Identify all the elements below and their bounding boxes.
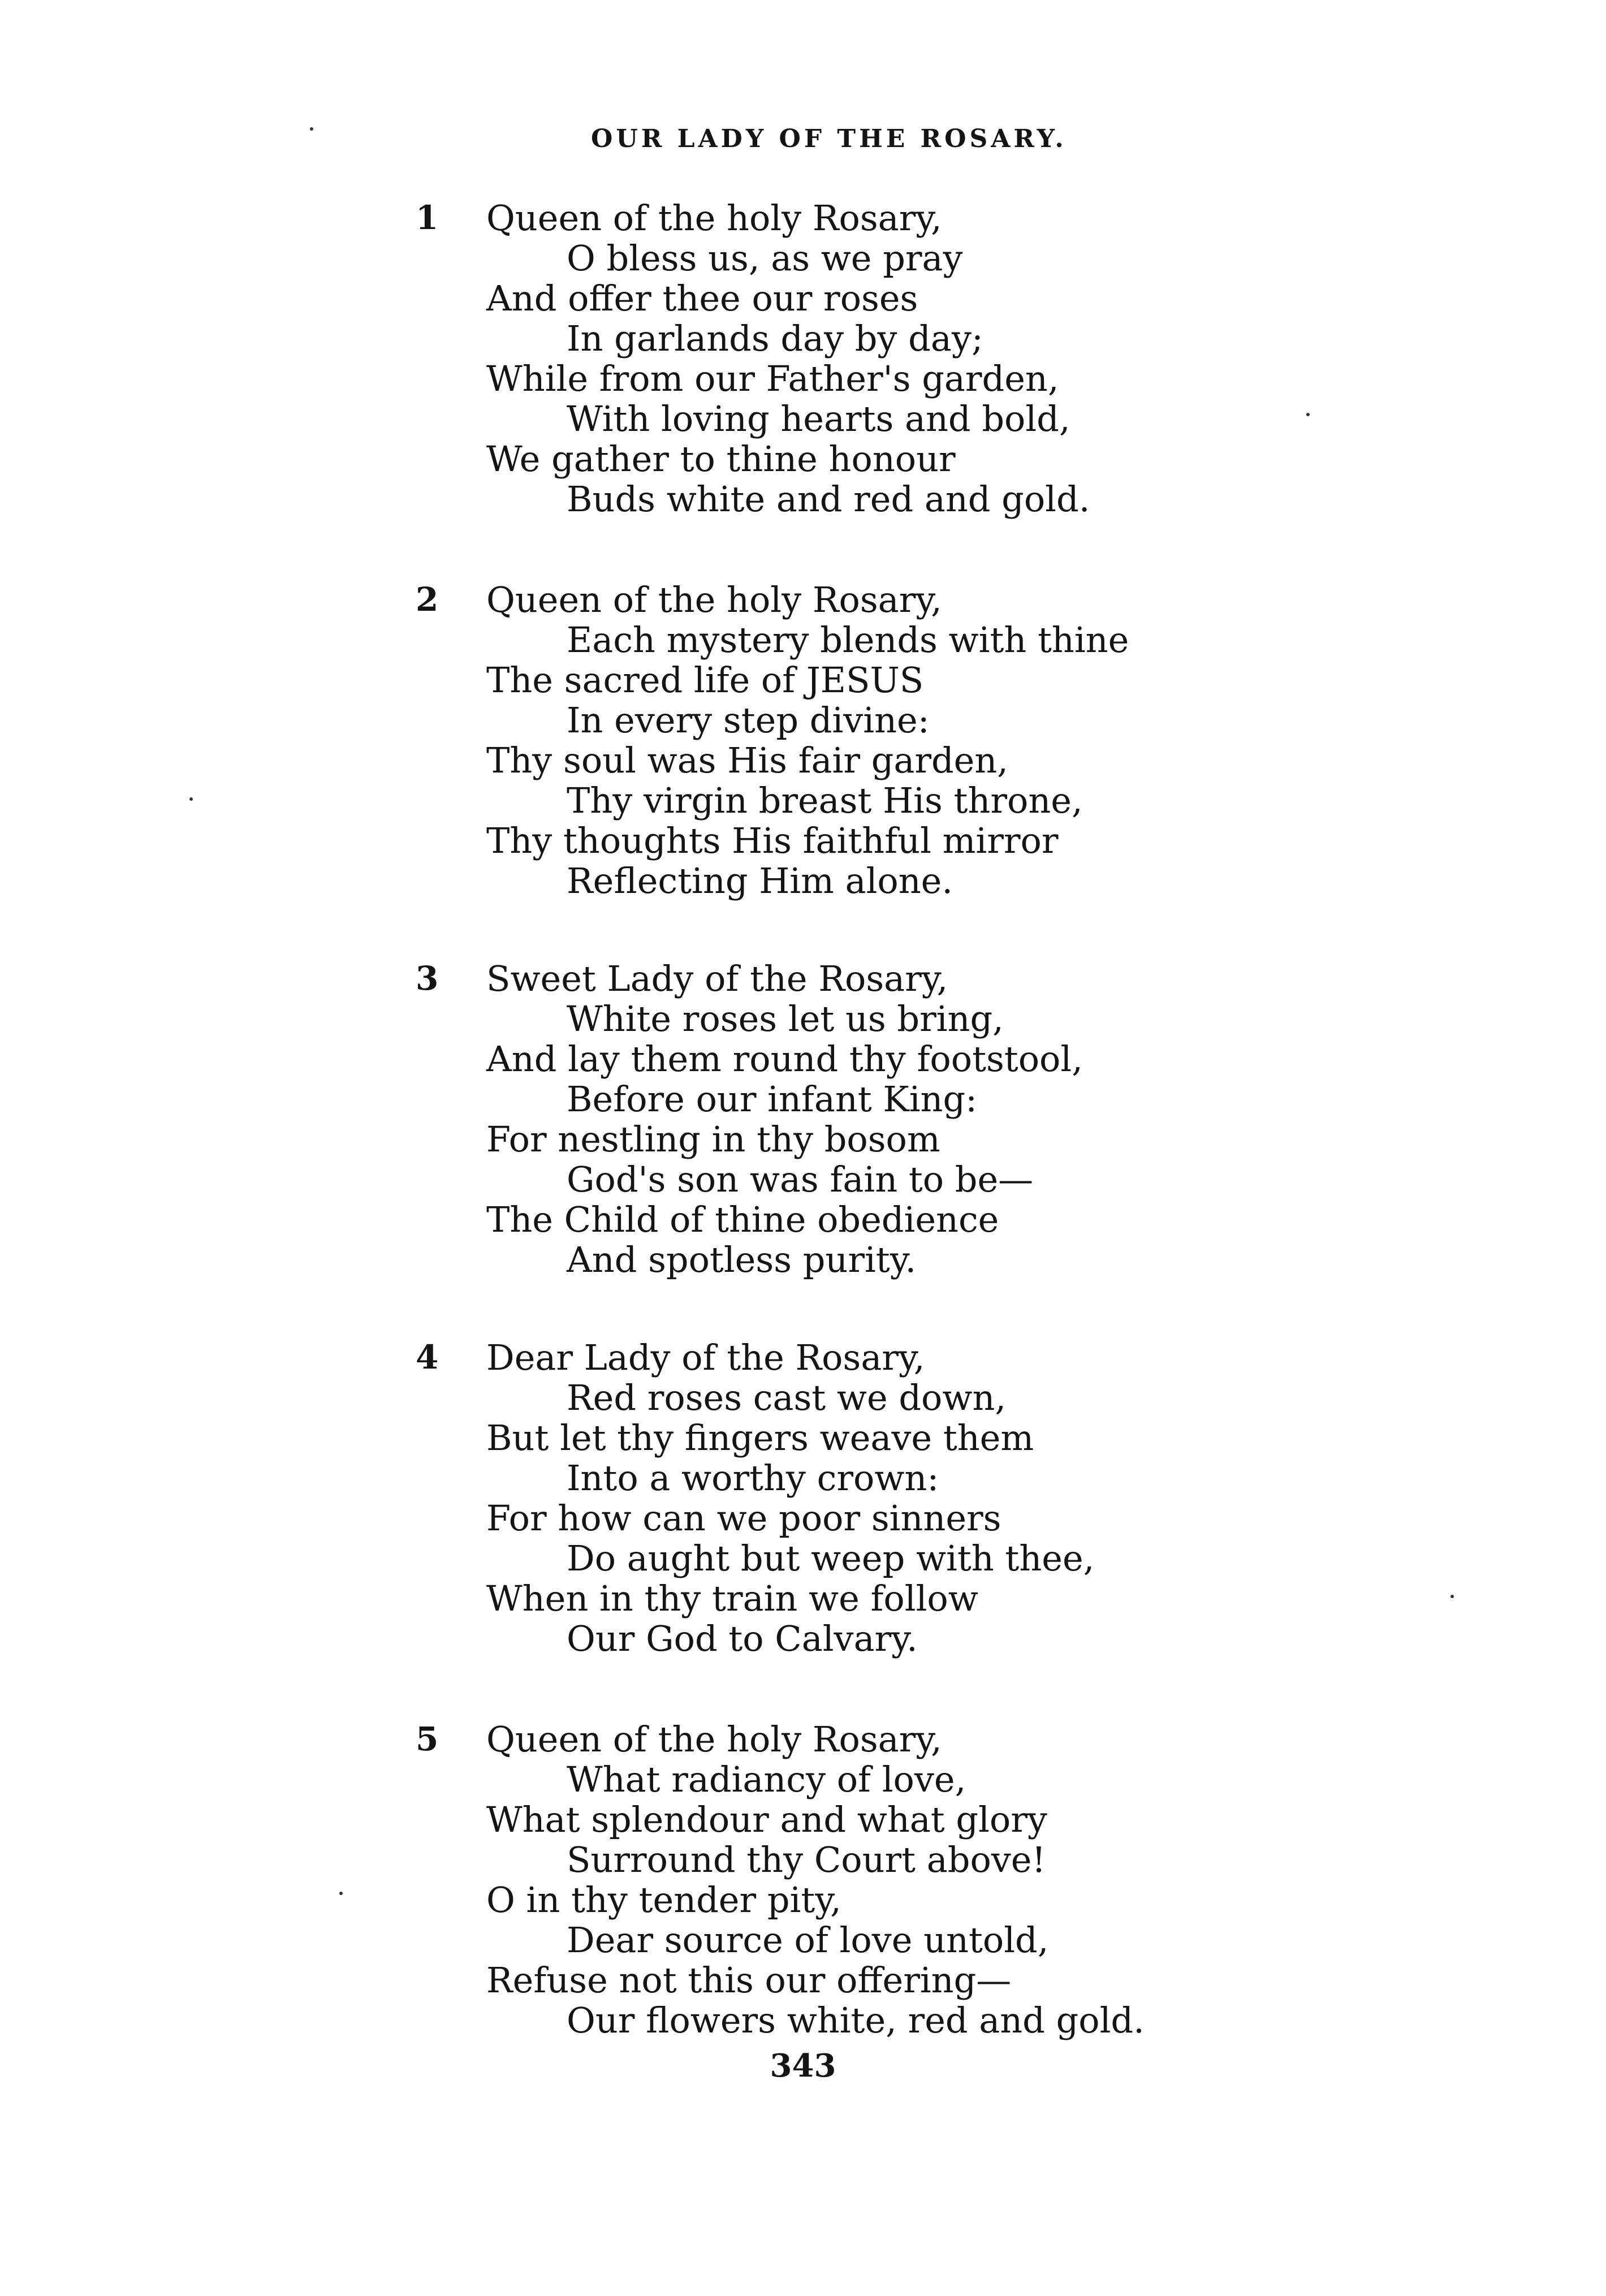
verse-line: For nestling in thy bosom — [486, 1119, 940, 1160]
verse-line: And lay them round thy footstool, — [486, 1038, 1083, 1080]
verse-lines — [486, 959, 1083, 1280]
verse-line: O bless us, as we pray — [567, 238, 963, 279]
scan-speck — [1450, 1595, 1454, 1598]
verse-line: Queen of the holy Rosary, — [486, 579, 942, 620]
verse-line: Queen of the holy Rosary, — [486, 197, 942, 239]
verse-line: And spotless purity. — [567, 1239, 917, 1280]
verse-line: For how can we poor sinners — [486, 1497, 1001, 1539]
verse-line: Thy thoughts His faithful mirror — [486, 820, 1059, 861]
verse-line: What splendour and what glory — [486, 1799, 1047, 1840]
verse-line: Our God to Calvary. — [567, 1618, 918, 1659]
verse-lines — [486, 580, 1129, 901]
verse-line: We gather to thine honour — [486, 438, 956, 480]
verse-line: Dear source of love untold, — [567, 1919, 1049, 1961]
verse-line: Buds white and red and gold. — [567, 478, 1090, 520]
verse-line: Surround thy Court above! — [567, 1839, 1046, 1880]
verse-line: God's son was fain to be— — [567, 1159, 1034, 1200]
verse-line: O in thy tender pity, — [486, 1879, 841, 1920]
scan-speck — [339, 1892, 343, 1895]
verse-line: With loving hearts and bold, — [567, 398, 1070, 439]
verse-line: The sacred life of JESUS — [486, 659, 924, 701]
verse-line: Our flowers white, red and gold. — [567, 2000, 1145, 2041]
verse-line: But let thy fingers weave them — [486, 1417, 1034, 1458]
verse-number: 3 — [416, 959, 439, 998]
verse-line: Reflecting Him alone. — [567, 860, 953, 901]
scan-speck — [1306, 413, 1310, 416]
verse-line: Do aught but weep with thee, — [567, 1538, 1095, 1579]
verse-line: What radiancy of love, — [567, 1759, 966, 1800]
verse-line: While from our Father's garden, — [486, 358, 1059, 399]
verse-line: And offer thee our roses — [486, 278, 918, 319]
verse-line: Dear Lady of the Rosary, — [486, 1337, 925, 1378]
verse-lines — [486, 1719, 1145, 2040]
verse-line: Refuse not this our offering— — [486, 1960, 1012, 2001]
verse-line: Sweet Lady of the Rosary, — [486, 958, 948, 999]
verse-number: 4 — [416, 1338, 439, 1376]
scan-speck — [310, 127, 313, 131]
verse-line: In every step divine: — [567, 700, 930, 741]
verse-number: 5 — [416, 1720, 439, 1758]
verse-line: Queen of the holy Rosary, — [486, 1719, 942, 1760]
verse-line: Before our infant King: — [567, 1078, 978, 1120]
verse-line: Into a worthy crown: — [567, 1457, 939, 1499]
page-number: 343 — [770, 2047, 836, 2084]
hymn-title: OUR LADY OF THE ROSARY. — [591, 124, 1067, 153]
verse-line: Red roses cast we down, — [567, 1377, 1007, 1418]
verse-line: Thy soul was His fair garden, — [486, 740, 1009, 781]
verse-number: 2 — [416, 580, 439, 619]
scan-speck — [189, 797, 193, 801]
verse-line: When in thy train we follow — [486, 1578, 978, 1619]
verse-line: Thy virgin breast His throne, — [567, 780, 1083, 821]
verse-line: In garlands day by day; — [567, 318, 983, 359]
verse-number: 1 — [416, 198, 439, 237]
verse-lines — [486, 1337, 1094, 1659]
verse-line: Each mystery blends with thine — [567, 619, 1129, 661]
verse-line: White roses let us bring, — [567, 998, 1004, 1039]
verse-lines — [486, 198, 1090, 519]
verse-line: The Child of thine obedience — [486, 1199, 999, 1240]
